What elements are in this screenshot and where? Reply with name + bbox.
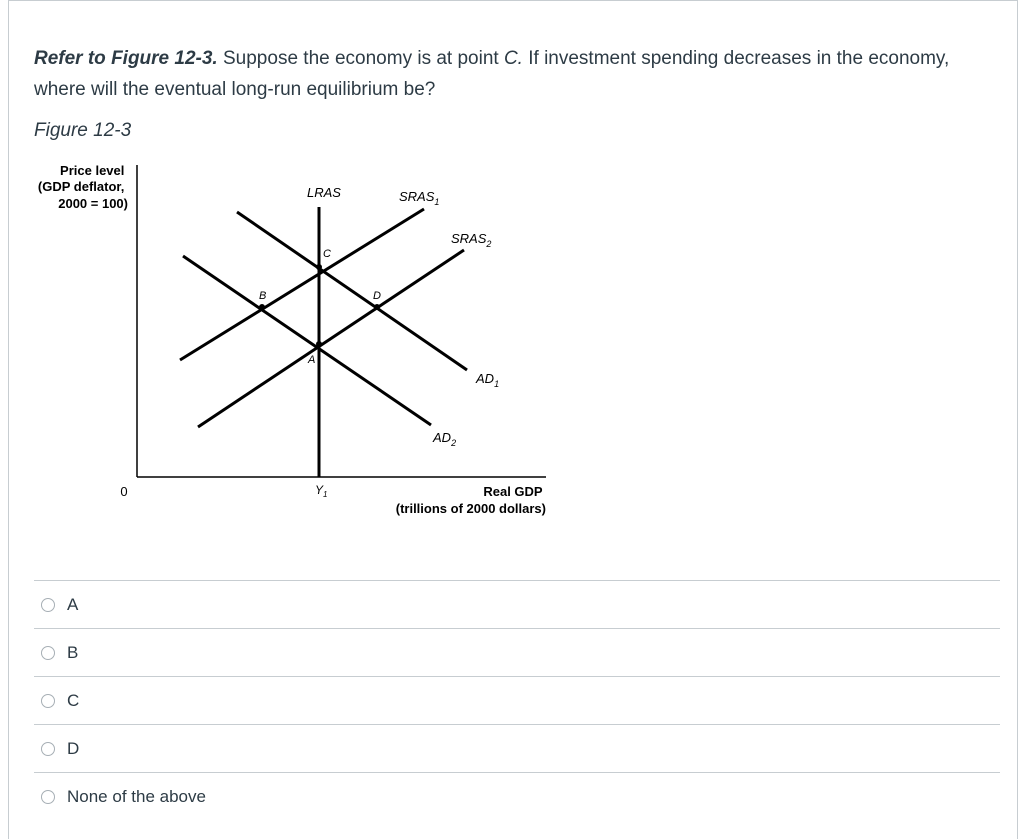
figure-reference: Refer to Figure 12-3. (34, 48, 218, 69)
answer-label: D (67, 738, 80, 758)
answer-option-b[interactable] (34, 628, 1000, 676)
ad2-label: $AD_2$ (433, 430, 457, 448)
answer-option-d[interactable] (34, 724, 1000, 772)
point-a-marker (316, 341, 322, 347)
point-b-marker (259, 304, 265, 310)
ad1-curve (237, 212, 467, 370)
ad1-label: $AD_1$ (476, 371, 500, 389)
answer-option-none[interactable] (34, 772, 1000, 820)
answer-option-a[interactable] (34, 580, 1000, 628)
sras2-label: $SRAS_2$ (451, 231, 492, 249)
origin-label: 0 (120, 484, 128, 499)
point-a-label: A (308, 354, 316, 366)
radio-button[interactable] (41, 646, 55, 660)
radio-button[interactable] (41, 742, 55, 756)
answer-list (34, 580, 1000, 820)
sras1-label: $SRAS_1$ (399, 189, 440, 207)
x-tick-y1: $Y_1$ (315, 483, 328, 499)
radio-button[interactable] (41, 598, 55, 612)
panel-top-border (8, 0, 1018, 1)
y-axis-label: Price level (GDP deflator, 2000 = 100) (37, 163, 128, 211)
point-b-label: B (259, 290, 267, 302)
answer-label: C (67, 690, 80, 710)
ad-as-chart (0, 150, 600, 530)
question-text: Refer to Figure 12-3. Suppose the economy is at point C. If investment spending decreases in the economy, where will the eventual long-run equilibrium be? (34, 48, 950, 100)
point-c-label: C (323, 248, 331, 260)
answer-label: None of the above (67, 786, 206, 806)
figure-title: Figure 12-3 (34, 120, 132, 141)
answer-label: B (67, 642, 79, 662)
radio-button[interactable] (41, 694, 55, 708)
panel-right-border (1017, 0, 1018, 839)
point-d-marker (374, 304, 380, 310)
radio-button[interactable] (41, 790, 55, 804)
lras-label: LRAS (307, 185, 341, 200)
x-axis-label: Real GDP (trillions of 2000 dollars) (395, 484, 546, 516)
answer-option-c[interactable] (34, 676, 1000, 724)
point-c-marker (316, 264, 322, 270)
answer-label: A (67, 594, 79, 614)
point-d-label: D (373, 290, 381, 302)
